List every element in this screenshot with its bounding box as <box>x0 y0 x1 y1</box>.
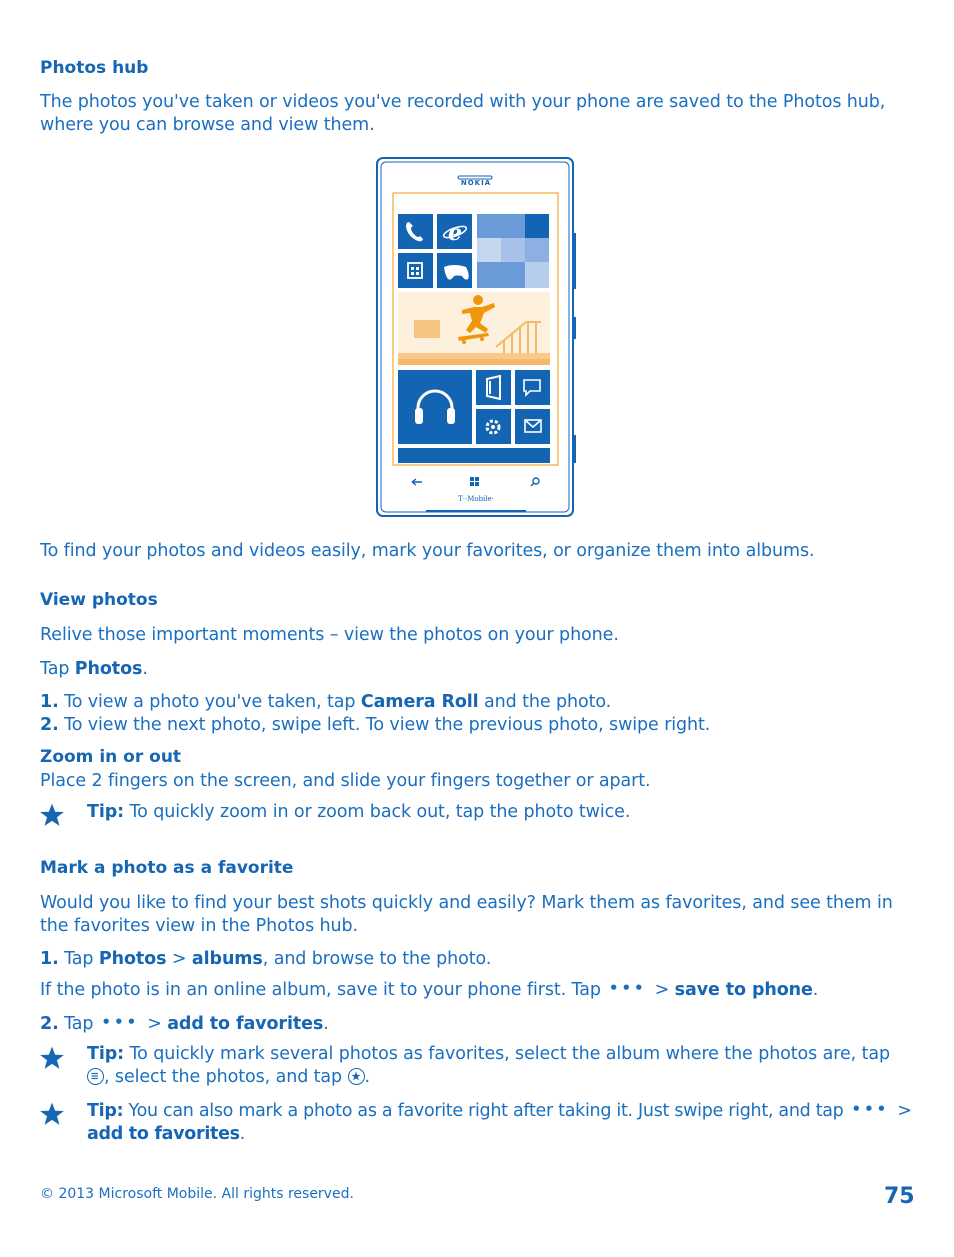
step-number: 2. <box>40 1014 59 1034</box>
page-number: 75 <box>884 1184 915 1209</box>
step-number: 2. <box>40 715 59 735</box>
tip-star-icon <box>39 802 65 828</box>
zoom-text: Place 2 fingers on the screen, and slide your fingers together or apart. <box>40 771 651 791</box>
svg-text:e: e <box>448 220 462 246</box>
text: > <box>897 1101 912 1121</box>
text: If the photo is in an online album, save it to your phone first. Tap <box>40 980 601 1000</box>
step-number: 1. <box>40 949 59 969</box>
zoom-tip <box>87 801 630 824</box>
text: > <box>654 980 675 1000</box>
favorite-step-1 <box>40 948 491 971</box>
ui-term-save-to-phone: save to phone <box>674 980 813 1000</box>
text: To view the next photo, swipe left. To view the previous photo, swipe right. <box>58 715 711 735</box>
tip-star-icon <box>39 1045 65 1071</box>
phone-svg <box>376 157 576 517</box>
text: > <box>147 1014 168 1034</box>
text: , and browse to the photo. <box>262 949 492 969</box>
phone-brand-logo: NOKIA <box>460 179 492 187</box>
phone-illustration <box>376 157 576 517</box>
ui-term-photos: Photos <box>74 659 143 679</box>
text: You can also mark a photo as a favorite right after taking it. Just swipe right, and tap <box>123 1101 844 1121</box>
favorite-tip-2 <box>87 1100 927 1146</box>
more-icon: ••• <box>851 1100 890 1118</box>
ui-term-photos: Photos <box>98 949 167 969</box>
view-photos-intro: Relive those important moments – view the photos on your phone. <box>40 625 619 645</box>
view-step-1 <box>40 691 611 714</box>
text: . <box>364 1067 370 1087</box>
view-step-2 <box>40 714 710 737</box>
ui-term-add-to-favorites: add to favorites <box>167 1014 324 1034</box>
ui-term-albums: albums <box>191 949 263 969</box>
text: . <box>323 1014 329 1034</box>
heading-photos-hub: Photos hub <box>40 58 149 78</box>
text: > <box>166 949 192 969</box>
text: To quickly zoom in or zoom back out, tap the photo twice. <box>124 802 631 822</box>
text: and the photo. <box>478 692 612 712</box>
select-list-icon <box>87 1068 104 1085</box>
ui-term-camera-roll: Camera Roll <box>360 692 479 712</box>
text: To view a photo you've taken, tap <box>58 692 361 712</box>
tip-label: Tip: <box>87 1101 124 1121</box>
more-icon: ••• <box>101 1013 140 1031</box>
heading-zoom: Zoom in or out <box>40 747 182 767</box>
favorite-tip-1 <box>87 1043 927 1089</box>
heading-favorite: Mark a photo as a favorite <box>40 858 294 878</box>
favorite-step-2 <box>40 1013 329 1036</box>
text: , select the photos, and tap <box>104 1067 348 1087</box>
tap-photos-line <box>40 658 148 681</box>
photos-hub-after-image: To find your photos and videos easily, mark your favorites, or organize them into albums. <box>40 541 815 561</box>
tip-star-icon <box>39 1101 65 1127</box>
favorite-intro: Would you like to find your best shots quickly and easily? Mark them as favorites, and see them in the favorites view in the Photos hub. <box>40 893 893 936</box>
heading-view-photos: View photos <box>40 590 158 610</box>
text: . <box>239 1124 246 1144</box>
text: Tap <box>58 949 99 969</box>
tip-label: Tip: <box>87 802 125 822</box>
more-icon: ••• <box>608 979 647 997</box>
footer-copyright: © 2013 Microsoft Mobile. All rights reserved. <box>40 1186 354 1202</box>
ui-term-add-to-favorites: add to favorites <box>87 1124 240 1144</box>
favorite-star-circle-icon <box>348 1068 365 1085</box>
photos-hub-intro: The photos you've taken or videos you've recorded with your phone are saved to the Photos hub, where you can browse and view them. <box>40 92 886 135</box>
text: Tap <box>58 1014 94 1034</box>
text: Tap <box>40 659 75 679</box>
step-number: 1. <box>40 692 59 712</box>
text: To quickly mark several photos as favorites, select the album where the photos are, tap <box>124 1044 890 1064</box>
text: . <box>812 980 819 1000</box>
phone-carrier-logo: T··Mobile· <box>458 495 494 503</box>
tip-label: Tip: <box>87 1044 125 1064</box>
online-album-line <box>40 979 818 1002</box>
text: . <box>142 659 148 679</box>
